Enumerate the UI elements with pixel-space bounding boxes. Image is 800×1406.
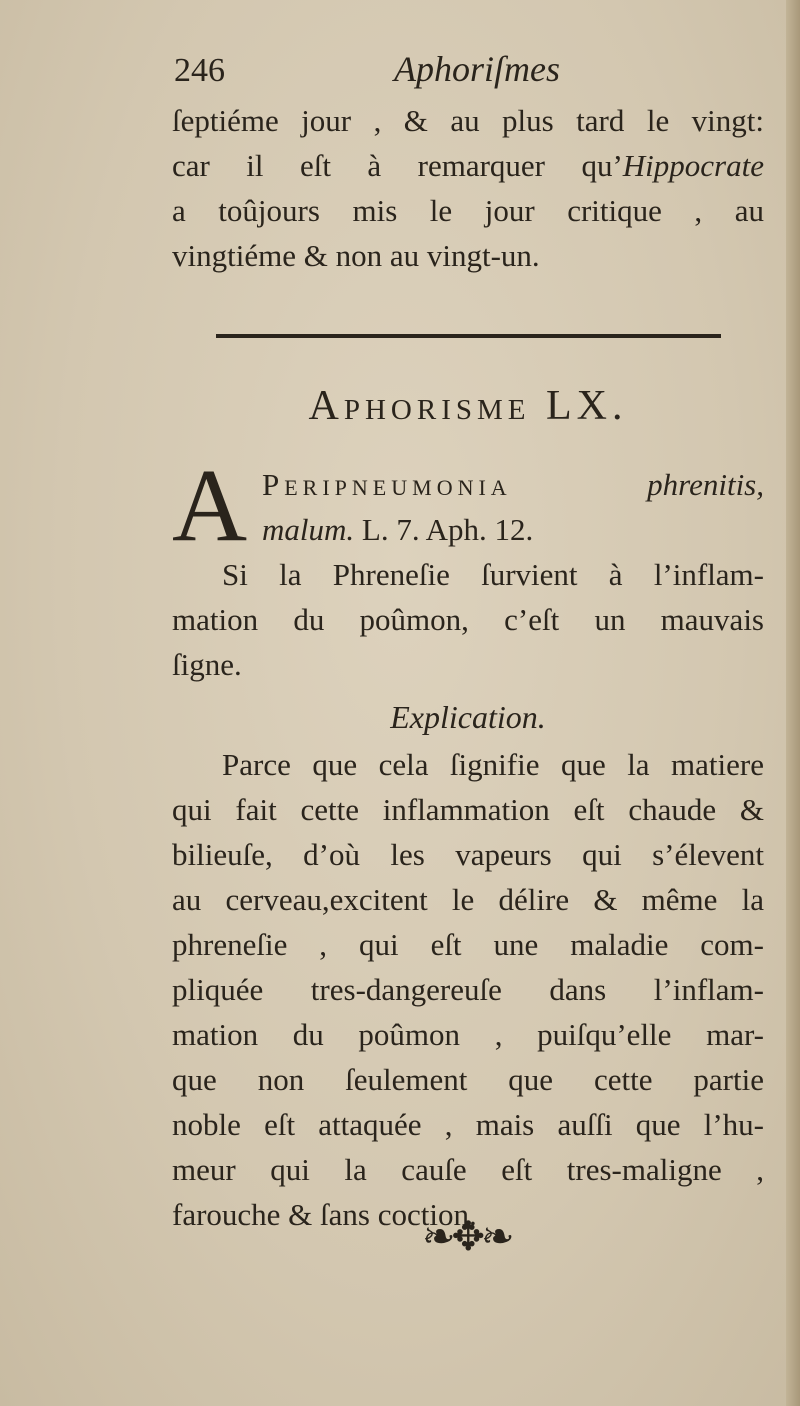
text-line: Si la Phreneſie ſurvient à l’inflam-: [222, 557, 764, 592]
text-line: au cerveau,excitent le délire & même la: [172, 882, 764, 917]
text-line: ſeptiéme jour , & au plus tard le vingt:: [172, 103, 764, 138]
text-line: mation du poûmon, c’eſt un mauvais: [172, 602, 764, 637]
explication-paragraph: [172, 742, 764, 1237]
latin-caps: Peripneumonia: [262, 467, 512, 502]
citation: L. 7. Aph. 12.: [361, 512, 534, 547]
aphorism-latin-reference: [172, 448, 764, 563]
latin-italic: phrenitis,: [647, 467, 764, 502]
text-line: ſigne.: [172, 647, 242, 682]
text-line: a toûjours mis le jour critique , au: [172, 193, 764, 228]
text-line: qui fait cette inflammation eſt chaude &: [172, 792, 764, 827]
fleuron-ornament-icon: ❧✥❧: [422, 1214, 511, 1260]
aphorism-title: Aphorisme LX.: [308, 383, 628, 429]
text-line: Parce que cela ſignifie que la matiere: [222, 747, 764, 782]
continuation-paragraph: [172, 98, 764, 278]
text-line: noble eſt attaquée , mais auſſi que l’hu-: [172, 1107, 764, 1142]
text-line: pliquée tres-dangereuſe dans l’inflam-: [172, 972, 764, 1007]
page-number: 246: [174, 52, 225, 89]
text-line: farouche & ſans coction.: [172, 1197, 477, 1232]
text-block: [172, 40, 764, 1237]
text-line: vingtiéme & non au vingt-un.: [172, 238, 540, 273]
running-head: Aphoriſmes: [394, 49, 560, 89]
text-line: [262, 507, 764, 552]
text-line: [172, 143, 764, 188]
text-line: que non ſeulement que cette partie: [172, 1062, 764, 1097]
page-header: [172, 40, 764, 98]
text-line: bilieuſe, d’où les vapeurs qui s’élevent: [172, 837, 764, 872]
horizontal-rule: [216, 334, 721, 338]
latin-italic: malum.: [262, 512, 355, 547]
drop-cap: A: [172, 448, 248, 563]
text-fragment: car il eſt à remarquer qu’: [172, 148, 623, 183]
page-edge: [786, 0, 800, 1406]
explication-heading: Explication.: [390, 699, 546, 735]
text-line: mation du poûmon , puiſqu’elle mar-: [172, 1017, 764, 1052]
text-line: [262, 462, 764, 507]
italic-name: Hippocrate: [622, 148, 764, 183]
translation-paragraph: [172, 552, 764, 687]
text-line: phreneſie , qui eſt une maladie com-: [172, 927, 764, 962]
text-line: meur qui la cauſe eſt tres-maligne ,: [172, 1152, 764, 1187]
